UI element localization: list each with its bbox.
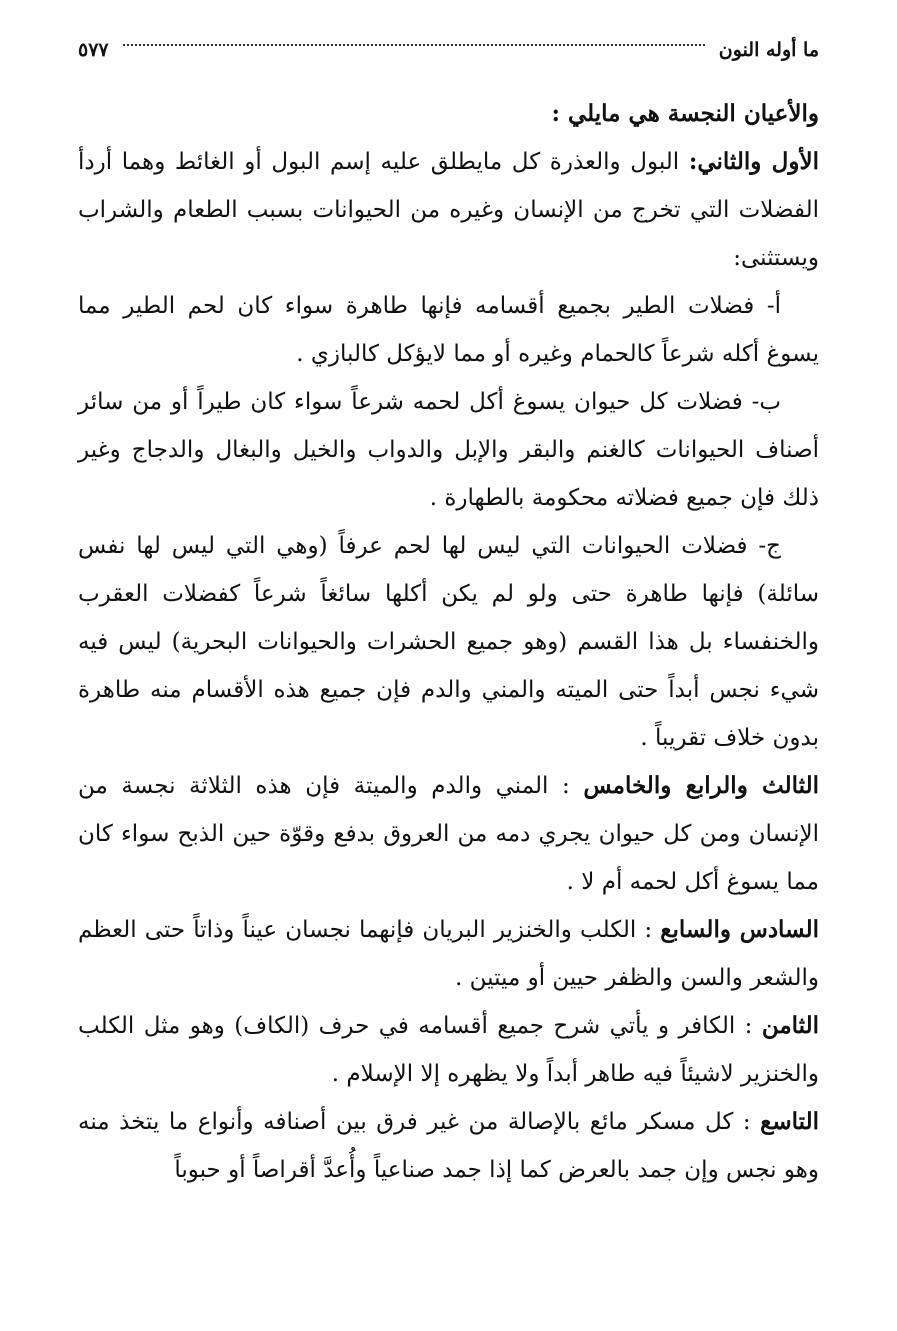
paragraph-text: ب- فضلات كل حيوان يسوغ أكل لحمه شرعاً سواء كان طيراً أو من سائر أصناف الحيوانات كالغنم والبقر والإبل والدواب والخيل والبغال والدجاج وغير ذلك فإن جميع فضلاته محكومة بالطهارة .: [78, 389, 819, 511]
paragraph-lead: السادس والسابع: [660, 916, 819, 943]
paragraph-lead: الأول والثاني:: [688, 148, 819, 175]
paragraph-lead: الثامن: [761, 1012, 819, 1039]
paragraph-text: : الكافر و يأتي شرح جميع أقسامه في حرف (الكاف) وهو مثل الكلب والخنزير لاشيئاً فيه طاهر أبداً ولا يظهره إلا الإسلام .: [78, 1013, 819, 1087]
paragraph-text: ج- فضلات الحيوانات التي ليس لها لحم عرفاً (وهي التي ليس لها نفس سائلة) فإنها طاهرة حتى ولو لم يكن أكلها سائغاً شرعاً كفضلات العقرب والخنفساء بل هذا القسم (وهو جميع الحشرات والحيوانات البحرية) ليس فيه شيء نجس أبداً حتى الميته والمني والدم فإن جميع هذه الأقسام منه طاهرة بدون خلاف تقريباً .: [78, 533, 819, 751]
leader-dots: [123, 44, 705, 46]
running-header: [78, 30, 819, 70]
page-number: ٥٧٧: [78, 39, 109, 61]
paragraph-third-fourth-fifth: [78, 762, 819, 906]
paragraph-text: : كل مسكر مائع بالإصالة من غير فرق بين أصنافه وأنواع ما يتخذ منه وهو نجس وإن جمد بالعرض كما إذا جمد صناعياً وأُعدَّ أقراصاً أو حبوباً: [78, 1109, 819, 1183]
paragraph-text: : الكلب والخنزير البريان فإنهما نجسان عيناً وذاتاً حتى العظم والشعر والسن والظفر حيين أو ميتين .: [78, 917, 819, 991]
paragraph-ninth: [78, 1098, 819, 1194]
page: [78, 30, 819, 1194]
section-heading: والأعيان النجسة هي مايلي :: [551, 100, 819, 127]
paragraph-first-second: [78, 138, 819, 282]
paragraph-text: أ- فضلات الطير بجميع أقسامه فإنها طاهرة سواء كان لحم الطير مما يسوغ أكله شرعاً كالحمام وغيره أو مما لايؤكل كالبازي .: [78, 293, 819, 367]
paragraph-text: : المني والدم والميتة فإن هذه الثلاثة نجسة من الإنسان ومن كل حيوان يجري دمه من العروق بدفع وقوّة حين الذبح سواء كان مما يسوغ أكل لحمه أم لا .: [78, 773, 819, 895]
paragraph-sixth-seventh: [78, 906, 819, 1002]
paragraph-jim: [78, 522, 819, 762]
paragraph-text: البول والعذرة كل مايطلق عليه إسم البول أو الغائط وهما أردأ الفضلات التي تخرج من الإنسان وغيره من الحيوانات بسبب الطعام والشراب ويستثنى:: [78, 149, 819, 271]
paragraph-ba: [78, 378, 819, 522]
paragraph-eighth: [78, 1002, 819, 1098]
paragraph-lead: الثالث والرابع والخامس: [583, 772, 819, 799]
paragraph-alif: [78, 282, 819, 378]
paragraph-lead: التاسع: [760, 1108, 819, 1135]
chapter-title: ما أوله النون: [718, 39, 819, 61]
